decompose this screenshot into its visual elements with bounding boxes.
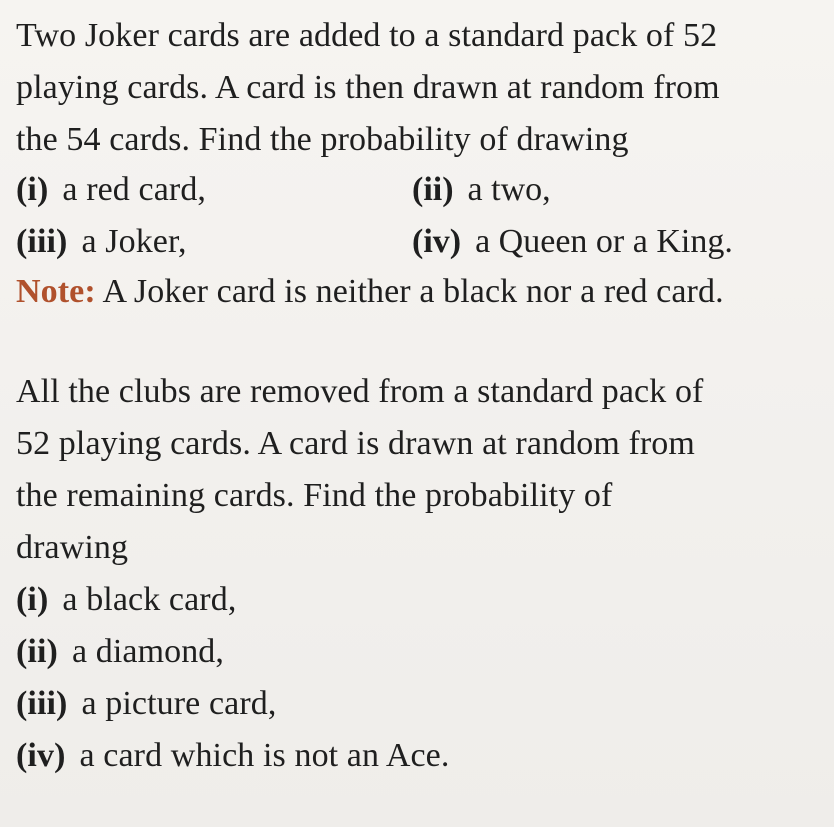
problem-1-part-iii [16, 222, 187, 262]
problem-2-part-iv [16, 736, 449, 776]
part-number: (iv) [412, 223, 462, 260]
problem-1-line-3: the 54 cards. Find the probability of drawing [16, 121, 629, 158]
part-number: (ii) [412, 171, 454, 208]
problem-2-part-i [16, 580, 236, 620]
part-number: (ii) [16, 633, 58, 670]
problem-1-line-1: Two Joker cards are added to a standard pack of 52 [16, 17, 718, 54]
part-number: (i) [16, 581, 49, 618]
note-text: A Joker card is neither a black nor a red card. [102, 273, 724, 310]
problem-1-part-i [16, 170, 206, 210]
problem-1-part-iv [412, 222, 733, 262]
part-text: a red card, [62, 171, 207, 208]
problem-2-line-4: drawing [16, 529, 129, 566]
part-text: a black card, [62, 581, 237, 618]
part-text: a card which is not an Ace. [79, 737, 450, 774]
part-number: (iv) [16, 737, 66, 774]
part-number: (i) [16, 171, 49, 208]
problem-2-line-3: the remaining cards. Find the probability of [16, 477, 613, 514]
problem-2-line-2: 52 playing cards. A card is drawn at random from [16, 425, 695, 462]
part-text: a picture card, [81, 685, 277, 722]
part-text: a two, [467, 171, 551, 208]
part-number: (iii) [16, 223, 68, 260]
problem-1-line-2: playing cards. A card is then drawn at random from [16, 69, 720, 106]
problem-2-line-1: All the clubs are removed from a standard pack of [16, 373, 704, 410]
part-text: a Joker, [81, 223, 187, 260]
problem-1-note [16, 272, 724, 312]
part-number: (iii) [16, 685, 68, 722]
part-text: a diamond, [71, 633, 225, 670]
problem-2-part-ii [16, 632, 224, 672]
part-text: a Queen or a King. [475, 223, 733, 260]
problem-2-part-iii [16, 684, 276, 724]
problem-1-part-ii [412, 170, 551, 210]
note-label: Note: [16, 273, 96, 310]
